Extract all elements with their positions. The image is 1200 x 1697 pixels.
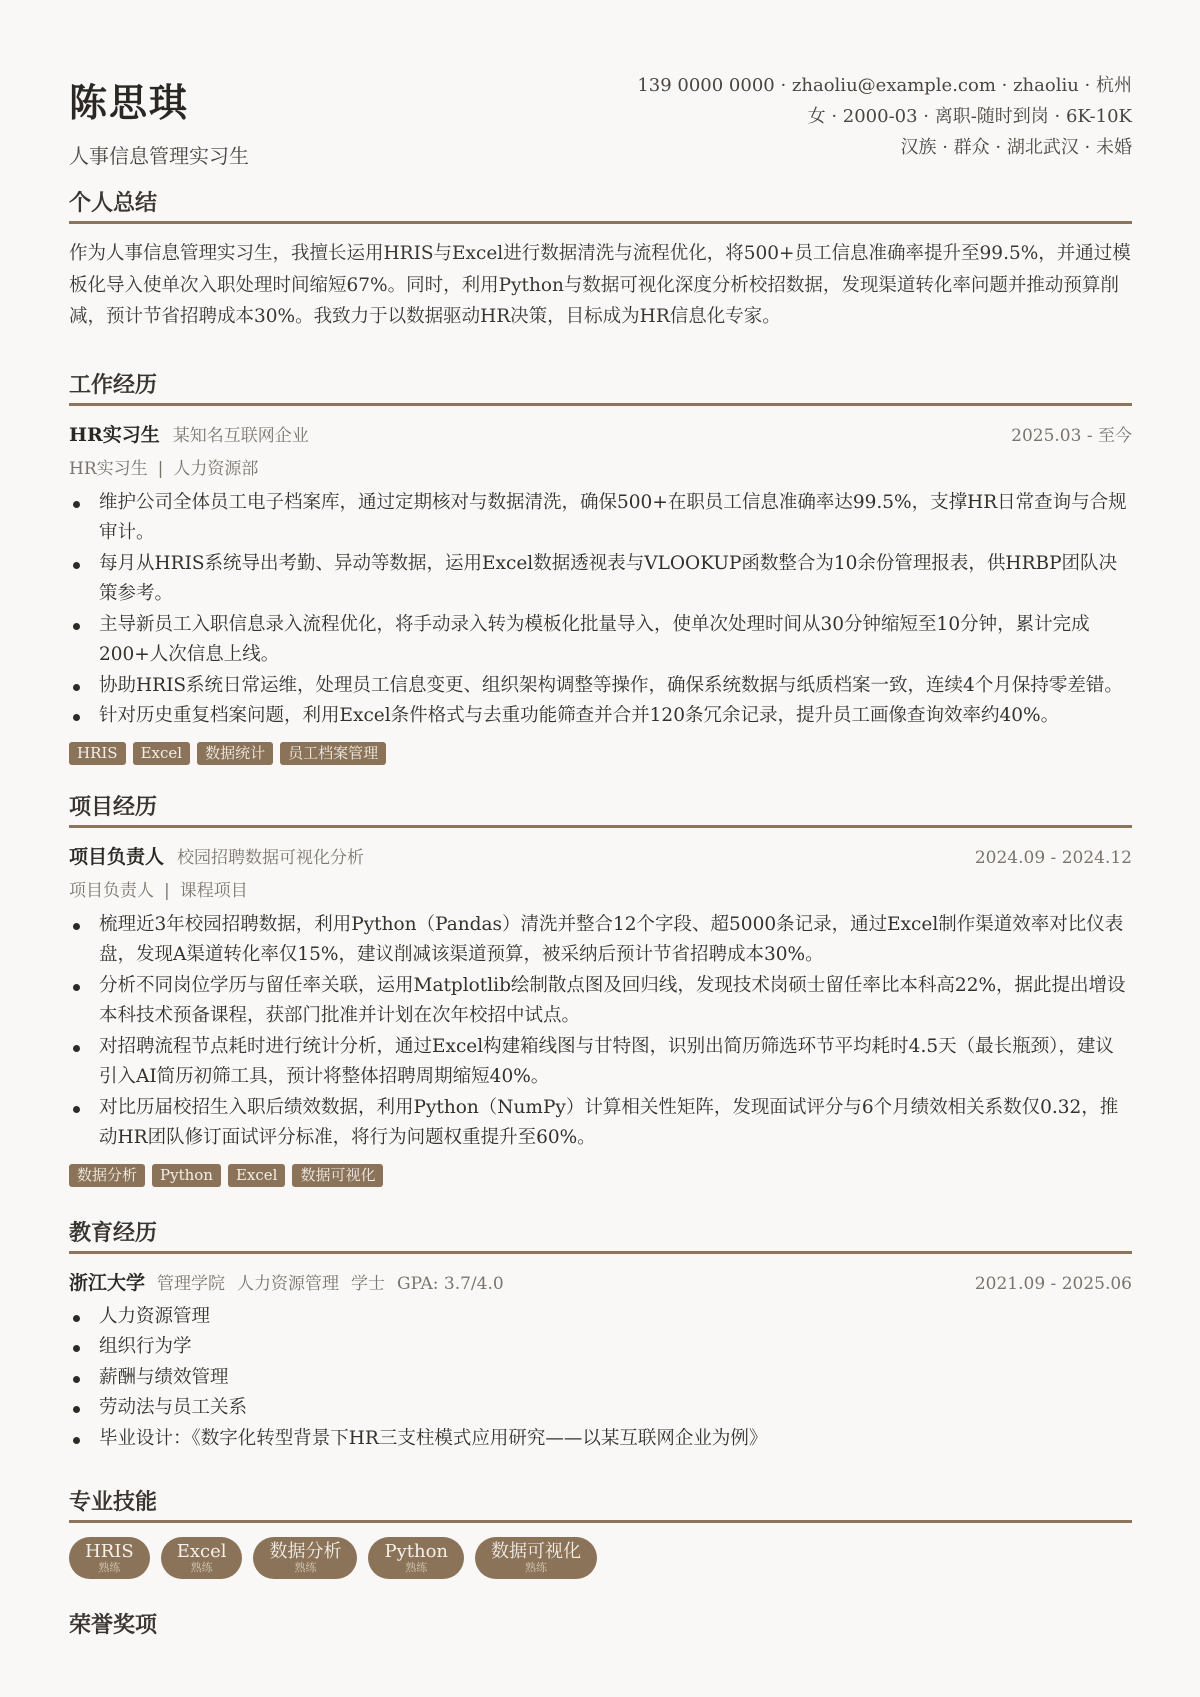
skill-list [69, 1537, 1132, 1579]
summary-text: 作为人事信息管理实习生，我擅长运用HRIS与Excel进行数据清洗与流程优化，将500+员工信息准确率提升至99.5%，并通过模板化导入使单次入职处理时间缩短67%。同时，利用Python与数据可视化深度分析校招数据，发现渠道转化率问题并推动预算削减，预计节省招聘成本30%。我致力于以数据驱动HR决策，目标成为HR信息化专家。 [69, 243, 1131, 327]
section-divider [69, 1251, 1132, 1254]
contact-line: 139 0000 0000 · zhaoliu@example.com · zhaoliu · 杭州 [637, 75, 1132, 96]
skill-name: 数据分析 [269, 1541, 342, 1562]
skill-level: 熟练 [405, 1561, 428, 1574]
section-title-project: 项目经历 [69, 793, 158, 820]
work-section [69, 367, 1132, 765]
list-item: 对比历届校招生入职后绩效数据，利用Python（NumPy）计算相关性矩阵，发现面试评分与6个月绩效相关系数仅0.32，推动HR团队修订面试评分标准，将行为问题权重提升至60%。 [69, 1093, 1132, 1154]
section-title-work: 工作经历 [69, 371, 158, 398]
resume-content [69, 0, 1132, 1643]
project-role: 项目负责人 [69, 845, 165, 868]
candidate-name: 陈思琪 [69, 80, 190, 125]
tag: Excel [228, 1164, 285, 1187]
list-item: 维护公司全体员工电子档案库，通过定期核对与数据清洗，确保500+在职员工信息准确率达99.5%，支撑HR日常查询与合规审计。 [69, 488, 1132, 549]
list-item: 每月从HRIS系统导出考勤、异动等数据，运用Excel数据透视表与VLOOKUP函数整合为10余份管理报表，供HRBP团队决策参考。 [69, 549, 1132, 610]
project-date: 2024.09 - 2024.12 [974, 847, 1132, 868]
skill-name: Excel [176, 1541, 227, 1562]
tag: 数据统计 [197, 742, 273, 765]
section-title-skills: 专业技能 [69, 1489, 158, 1515]
education-date: 2021.09 - 2025.06 [974, 1273, 1132, 1294]
project-sub-role: 项目负责人 [69, 880, 154, 901]
work-company: 某知名互联网企业 [172, 425, 309, 446]
tag: Excel [133, 742, 190, 765]
list-item: 梳理近3年校园招聘数据，利用Python（Pandas）清洗并整合12个字段、超5000条记录，通过Excel制作渠道效率对比仪表盘，发现A渠道转化率仅15%，建议削减该渠道预算，被采纳后预计节省招聘成本30%。 [69, 910, 1132, 971]
list-item: 组织行为学 [69, 1332, 1132, 1363]
personal-line: 女 · 2000-03 · 离职-随时到岗 · 6K-10K [807, 106, 1132, 127]
section-title-summary: 个人总结 [69, 190, 158, 216]
tag: Python [152, 1164, 221, 1187]
separator: | [157, 458, 164, 479]
tag: 数据可视化 [292, 1164, 383, 1187]
education-bullets [69, 1302, 1132, 1455]
list-item: 对招聘流程节点耗时进行统计分析，通过Excel构建箱线图与甘特图，识别出简历筛选环节平均耗时4.5天（最长瓶颈），建议引入AI简历初筛工具，预计将整体招聘周期缩短40%。 [69, 1032, 1132, 1093]
skill-level: 熟练 [190, 1561, 213, 1574]
separator: | [164, 880, 170, 901]
skill-name: 数据可视化 [491, 1541, 582, 1562]
tag: HRIS [69, 742, 126, 765]
education-section [69, 1215, 1132, 1455]
section-title-education: 教育经历 [69, 1219, 158, 1246]
skill-pill [253, 1537, 357, 1579]
work-department: 人力资源部 [173, 458, 259, 479]
project-subheader [69, 876, 1132, 910]
skill-name: HRIS [85, 1541, 134, 1562]
section-divider [69, 221, 1132, 224]
work-date: 2025.03 - 至今 [1011, 425, 1132, 446]
work-bullets [69, 488, 1132, 732]
gpa: GPA: 3.7/4.0 [397, 1273, 504, 1294]
skill-level: 熟练 [294, 1561, 317, 1574]
school-name: 浙江大学 [69, 1271, 146, 1294]
section-divider [69, 825, 1132, 828]
list-item: 人力资源管理 [69, 1302, 1132, 1333]
tag: 员工档案管理 [280, 742, 386, 765]
candidate-role: 人事信息管理实习生 [69, 144, 249, 168]
skill-pill [368, 1537, 464, 1579]
work-position: HR实习生 [69, 423, 160, 446]
work-sub-role: HR实习生 [69, 458, 148, 479]
background-line: 汉族 · 群众 · 湖北武汉 · 未婚 [900, 137, 1132, 158]
college-name: 管理学院 [157, 1273, 226, 1294]
project-entry-header [69, 842, 1132, 876]
project-section [69, 789, 1132, 1187]
list-item: 毕业设计：《数字化转型背景下HR三支柱模式应用研究——以某互联网企业为例》 [69, 1424, 1132, 1455]
list-item: 针对历史重复档案问题，利用Excel条件格式与去重功能筛查并合并120条冗余记录，提升员工画像查询效率约40%。 [69, 701, 1132, 732]
list-item: 薪酬与绩效管理 [69, 1363, 1132, 1394]
summary-section [69, 185, 1132, 333]
work-subheader [69, 454, 1132, 488]
section-divider [69, 403, 1132, 406]
contact-info [637, 70, 1132, 163]
section-divider [69, 1520, 1132, 1523]
major-name: 人力资源管理 [237, 1273, 340, 1294]
project-type: 课程项目 [179, 880, 248, 901]
skill-pill [69, 1537, 150, 1579]
list-item: 劳动法与员工关系 [69, 1393, 1132, 1424]
skill-level: 熟练 [98, 1561, 121, 1574]
list-item: 协助HRIS系统日常运维，处理员工信息变更、组织架构调整等操作，确保系统数据与纸质档案一致，连续4个月保持零差错。 [69, 671, 1132, 702]
honors-section [69, 1607, 1132, 1643]
list-item: 分析不同岗位学历与留任率关联，运用Matplotlib绘制散点图及回归线，发现技术岗硕士留任率比本科高22%，据此提出增设本科技术预备课程，获部门批准并计划在次年校招中试点。 [69, 971, 1132, 1032]
project-name: 校园招聘数据可视化分析 [177, 847, 365, 868]
skill-pill [475, 1537, 597, 1579]
project-bullets [69, 910, 1132, 1154]
section-title-honors: 荣誉奖项 [69, 1612, 158, 1638]
skills-section [69, 1484, 1132, 1579]
project-tags [69, 1164, 1132, 1187]
list-item: 主导新员工入职信息录入流程优化，将手动录入转为模板化批量导入，使单次处理时间从30分钟缩短至10分钟，累计完成200+人次信息上线。 [69, 610, 1132, 671]
degree: 学士 [351, 1273, 386, 1294]
tag: 数据分析 [69, 1164, 145, 1187]
work-tags [69, 742, 1132, 765]
skill-level: 熟练 [525, 1561, 548, 1574]
education-entry-header [69, 1268, 1132, 1302]
skill-pill [161, 1537, 243, 1579]
resume-header [69, 0, 1132, 185]
work-entry-header [69, 420, 1132, 454]
skill-name: Python [384, 1541, 449, 1562]
